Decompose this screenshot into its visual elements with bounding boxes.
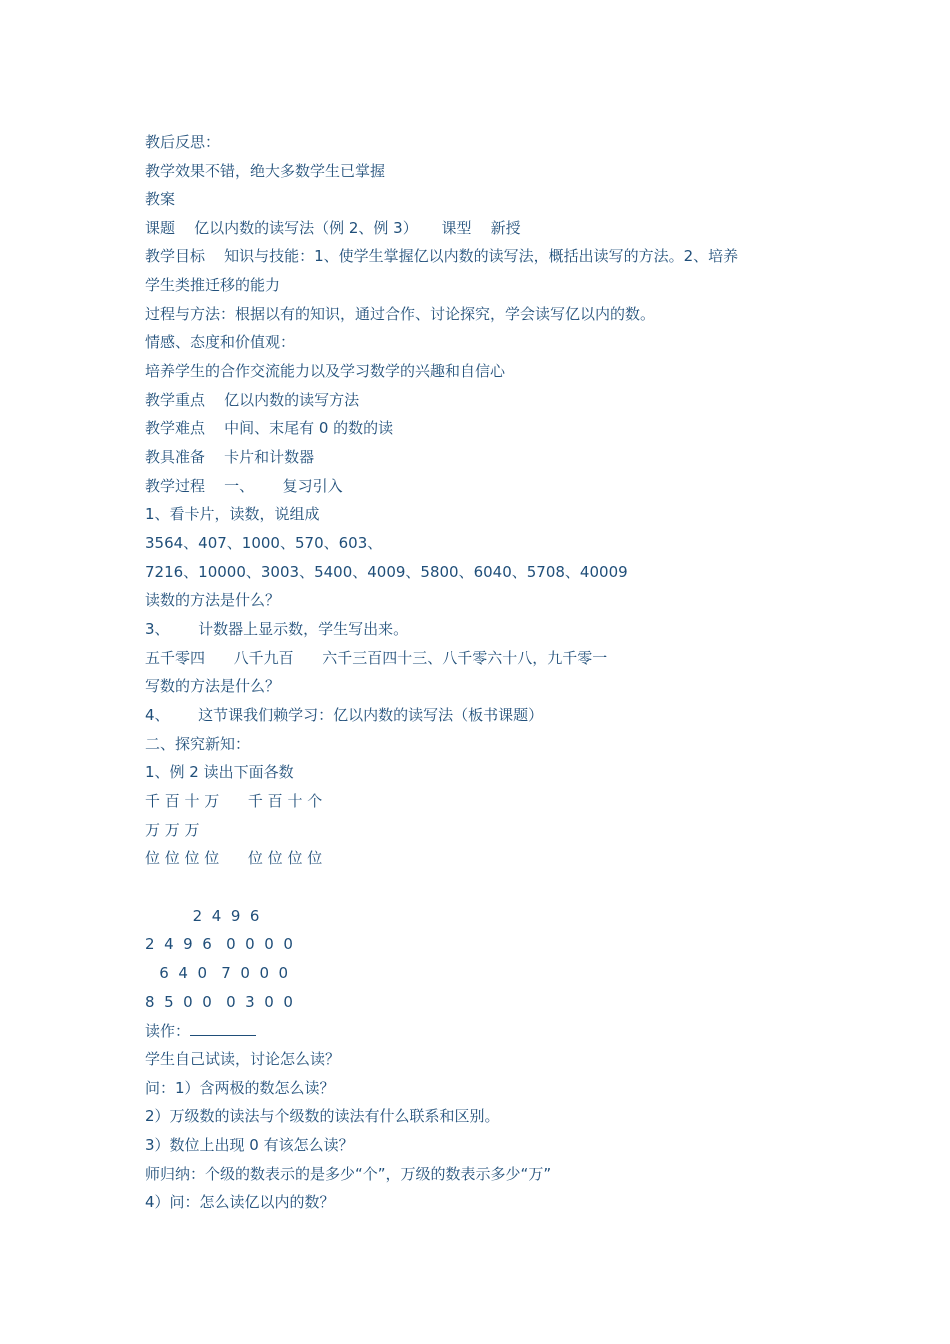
text-line: 2 4 9 6 0 0 0 0 xyxy=(145,935,293,953)
read-as-label: 读作： xyxy=(145,1022,191,1040)
read-as-line xyxy=(145,1020,825,1041)
text-line: 教学效果不错，绝大多数学生已掌握 xyxy=(145,162,386,180)
text-line: 6 4 0 7 0 0 0 xyxy=(145,964,289,982)
answer-blank xyxy=(190,1020,256,1036)
text-line: 过程与方法：根据以有的知识，通过合作、讨论探究，学会读写亿以内的数。 xyxy=(145,305,656,323)
text-line: 8 5 0 0 0 3 0 0 xyxy=(145,993,293,1011)
text-line: 教学难点 中间、末尾有 0 的数的读 xyxy=(145,419,394,437)
text-line: 2 4 9 6 xyxy=(145,907,260,925)
text-line: 写数的方法是什么？ xyxy=(145,677,281,695)
text-line: 教学目标 知识与技能：1、使学生掌握亿以内数的读写法，概括出读写的方法。2、培养 xyxy=(145,247,739,265)
text-line: 1、例 2 读出下面各数 xyxy=(145,763,294,781)
text-line: 教学过程 一、 复习引入 xyxy=(145,477,343,495)
text-line: 千 百 十 万 千 百 十 个 xyxy=(145,792,323,810)
text-line: 万 万 万 xyxy=(145,821,200,839)
text-line: 教案 xyxy=(145,190,176,208)
text-line: 课题 亿以内数的读写法（例 2、例 3） 课型 新授 xyxy=(145,219,521,237)
text-line: 读数的方法是什么？ xyxy=(145,591,281,609)
text-line: 问：1）含两极的数怎么读？ xyxy=(145,1079,335,1097)
text-line: 教具准备 卡片和计数器 xyxy=(145,448,315,466)
text-line: 二、探究新知： xyxy=(145,735,251,753)
text-line: 师归纳：个级的数表示的是多少“个”，万级的数表示多少“万” xyxy=(145,1165,552,1183)
text-line: 4、 这节课我们赖学习：亿以内数的读写法（板书课题） xyxy=(145,706,544,724)
text-line: 五千零四 八千九百 六千三百四十三、八千零六十八，九千零一 xyxy=(145,649,608,667)
text-line: 4）问：怎么读亿以内的数？ xyxy=(145,1193,335,1211)
text-line: 2）万级数的读法与个级数的读法有什么联系和区别。 xyxy=(145,1107,500,1125)
text-line: 教学重点 亿以内数的读写方法 xyxy=(145,391,360,409)
text-line: 位 位 位 位 位 位 位 位 xyxy=(145,849,323,867)
text-line: 3、 计数器上显示数，学生写出来。 xyxy=(145,620,409,638)
text-line: 3564、407、1000、570、603、 xyxy=(145,534,383,552)
text-line: 3）数位上出现 0 有该怎么读？ xyxy=(145,1136,354,1154)
text-line: 7216、10000、3003、5400、4009、5800、6040、5708、40009 xyxy=(145,563,628,581)
text-line: 学生自己试读，讨论怎么读？ xyxy=(145,1050,341,1068)
text-line: 1、看卡片，读数，说组成 xyxy=(145,505,320,523)
text-line: 学生类推迁移的能力 xyxy=(145,276,281,294)
text-line: 情感、态度和价值观： xyxy=(145,333,296,351)
text-line: 培养学生的合作交流能力以及学习数学的兴趣和自信心 xyxy=(145,362,506,380)
text-line: 教后反思： xyxy=(145,133,221,151)
